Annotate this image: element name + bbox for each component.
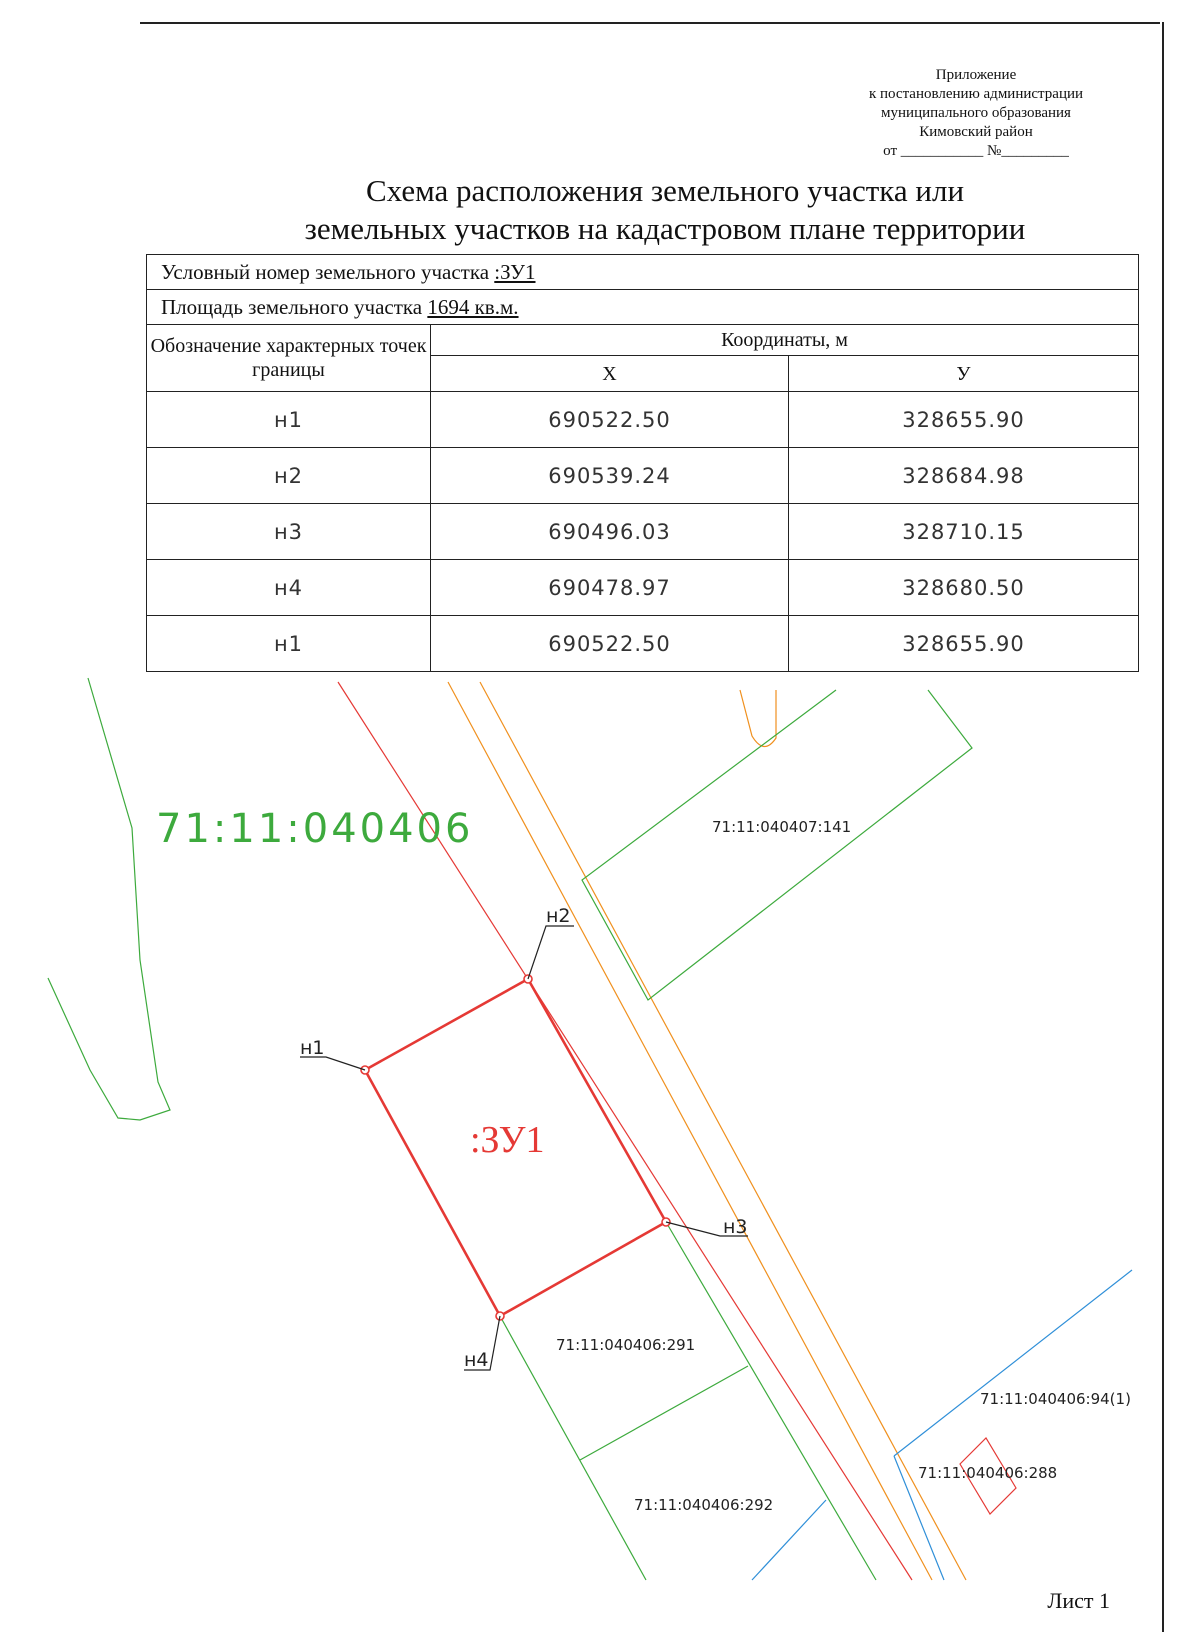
coords-header: Координаты, м	[431, 325, 1139, 356]
y-cell: 328680.50	[789, 560, 1139, 616]
x-cell: 690478.97	[431, 560, 789, 616]
appendix-line: к постановлению администрации	[868, 86, 1084, 102]
y-cell: 328684.98	[789, 448, 1139, 504]
document-title-line2: земельных участков на кадастровом плане территории	[304, 211, 1026, 246]
x-cell: 690522.50	[431, 616, 789, 672]
appendix-line: Кимовский район	[919, 124, 1033, 140]
quarter-boundary-line	[48, 678, 170, 1120]
parcel-number-value: :ЗУ1	[494, 259, 536, 284]
sheet-number: Лист 1	[1047, 1588, 1110, 1613]
neighbor-boundary-line	[500, 1316, 646, 1580]
point-label-n2: н2	[546, 905, 571, 927]
point-cell: н1	[147, 616, 431, 672]
neighbor-boundary-line	[666, 1222, 876, 1580]
point-label-n3: н3	[723, 1216, 748, 1238]
document-title-line1: Схема расположения земельного участка или	[365, 173, 965, 208]
parcel-area-value: 1694 кв.м.	[427, 294, 519, 319]
x-cell: 690522.50	[431, 392, 789, 448]
x-header: X	[431, 356, 789, 392]
point-label-n1: н1	[300, 1037, 325, 1059]
y-cell: 328710.15	[789, 504, 1139, 560]
neighbor-label-291: 71:11:040406:291	[556, 1336, 696, 1354]
point-cell: н3	[147, 504, 431, 560]
neighbor-label-94: 71:11:040406:94(1)	[980, 1390, 1131, 1408]
neighbor-label-292: 71:11:040406:292	[634, 1496, 774, 1514]
road-line	[480, 682, 966, 1580]
point-cell: н4	[147, 560, 431, 616]
parcel-area-label: Площадь земельного участка	[161, 294, 423, 319]
y-cell: 328655.90	[789, 616, 1139, 672]
parcel-number-label: Условный номер земельного участка	[161, 259, 490, 284]
appendix-line: Приложение	[935, 67, 1017, 83]
x-cell: 690539.24	[431, 448, 789, 504]
neighbor-parcel-141	[582, 690, 972, 1000]
road-notch	[740, 690, 776, 747]
leader-line-n2	[528, 926, 574, 979]
parcel-zu1-label: :ЗУ1	[470, 1119, 545, 1161]
point-cell: н2	[147, 448, 431, 504]
point-header: Обозначение характерных точек границы	[147, 325, 431, 392]
y-cell: 328655.90	[789, 392, 1139, 448]
x-cell: 690496.03	[431, 504, 789, 560]
point-label-n4: н4	[464, 1349, 489, 1371]
quarter-number-label: 71:11:040406	[156, 806, 474, 852]
appendix-date-line: от ___________ №_________	[883, 143, 1069, 159]
neighbor-label-288: 71:11:040406:288	[918, 1464, 1058, 1482]
neighbor-label-141: 71:11:040407:141	[712, 818, 852, 836]
blue-boundary-line	[894, 1270, 1132, 1456]
point-cell: н1	[147, 392, 431, 448]
appendix-line: муниципального образования	[881, 105, 1071, 121]
y-header: У	[789, 356, 1139, 392]
neighbor-boundary-line	[580, 1366, 748, 1460]
